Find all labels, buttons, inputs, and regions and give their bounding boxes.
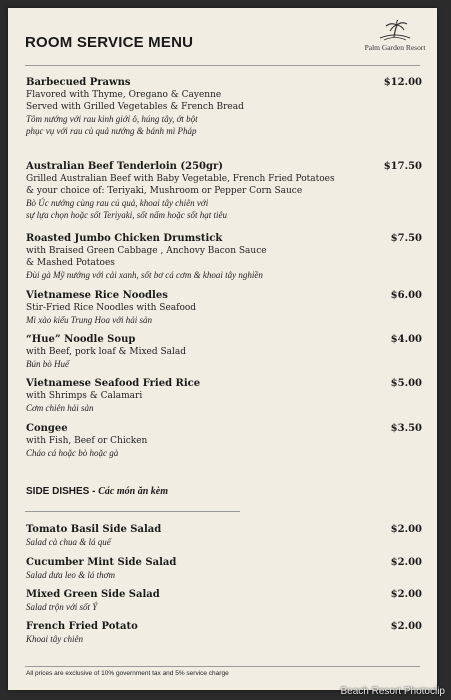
menu-item [26,377,428,414]
side-dishes-divider [25,511,240,512]
item-vietnamese: Mì xào kiểu Trung Hoa với hải sản [26,315,153,325]
item-vietnamese: Salad cà chua & lá quế [26,537,111,547]
item-name: Roasted Jumbo Chicken Drumstick [26,233,223,244]
item-price: $2.00 [390,621,422,632]
menu-item [26,76,428,137]
item-vietnamese: Đùi gà Mỹ nướng với cải xanh, sốt bơ cá cơm & khoai tây nghiền [26,270,263,280]
item-name: Tomato Basil Side Salad [26,524,162,535]
menu-card [8,8,437,690]
menu-item [26,289,428,326]
footer-divider [25,666,420,667]
item-vietnamese: Khoai tây chiên [26,634,83,644]
item-name: Congee [26,423,68,434]
item-vietnamese: Cháo cá hoặc bò hoặc gà [26,448,119,458]
item-description: Flavored with Thyme, Oregano & Cayenne [26,90,222,100]
price-footnote: All prices are exclusive of 10% government tax and 5% service charge [26,670,229,677]
item-price: $6.00 [390,290,422,301]
header-divider [25,65,420,66]
item-price: $3.50 [390,423,422,434]
item-vietnamese: Bò Úc nướng cùng rau củ quả, khoai tây chiên với [26,198,209,208]
item-vietnamese: Tôm nướng với rau kinh giới ô, húng tây, ớt bột [26,114,198,124]
side-dishes-heading-en: SIDE DISHES - [26,486,99,497]
item-description: & Mashed Potatoes [26,258,115,268]
side-dish-item [26,588,428,613]
item-description: Stir-Fried Rice Noodles with Seafood [26,303,197,313]
item-price: $17.50 [383,161,422,172]
side-dish-item [26,523,428,548]
side-dishes-heading-vn: Các món ăn kèm [98,486,168,497]
item-price: $2.00 [390,589,422,600]
side-dish-item [26,556,428,581]
item-description: & your choice of: Teriyaki, Mushroom or Pepper Corn Sauce [26,186,303,196]
item-vietnamese: Cơm chiên hải sản [26,403,94,413]
item-vietnamese: phục vụ với rau củ quả nướng & bánh mì Pháp [26,126,197,136]
item-description: Grilled Australian Beef with Baby Vegetable, French Fried Potatoes [26,174,335,184]
item-name: Vietnamese Seafood Fried Rice [26,378,201,389]
item-description: Served with Grilled Vegetables & French Bread [26,102,244,112]
item-name: Vietnamese Rice Noodles [26,290,168,301]
item-vietnamese: Salad dưa leo & lá thơm [26,570,115,580]
item-price: $2.00 [390,557,422,568]
item-name: Australian Beef Tenderloin (250gr) [26,161,223,172]
item-description: with Braised Green Cabbage , Anchovy Bacon Sauce [26,246,267,256]
photo-watermark: Beach Resort Photoclip [340,686,445,697]
item-name: French Fried Potato [26,621,138,632]
item-vietnamese: Salad trộn với sốt Ý [26,602,98,612]
palm-tree-icon [378,20,412,42]
item-price: $12.00 [383,77,422,88]
menu-item [26,333,428,370]
item-description: with Fish, Beef or Chicken [26,436,148,446]
menu-item [26,422,428,459]
item-name: Mixed Green Side Salad [26,589,160,600]
logo-text: Palm Garden Resort [364,43,426,52]
item-price: $7.50 [390,233,422,244]
item-description: with Beef, pork loaf & Mixed Salad [26,347,187,357]
item-name: Barbecued Prawns [26,77,131,88]
item-price: $2.00 [390,524,422,535]
resort-logo [360,20,430,52]
item-vietnamese: sự lựa chọn hoặc sốt Teriyaki, sốt nấm hoặc sốt hạt tiêu [26,210,227,220]
item-description: with Shrimps & Calamari [26,391,143,401]
item-vietnamese: Bún bò Huế [26,359,69,369]
side-dishes-heading [26,486,168,497]
side-dish-item [26,620,428,645]
menu-item [26,160,428,221]
item-name: “Hue” Noodle Soup [26,334,136,345]
item-price: $5.00 [390,378,422,389]
page-title: ROOM SERVICE MENU [25,34,194,51]
item-price: $4.00 [390,334,422,345]
menu-item [26,232,428,281]
item-name: Cucumber Mint Side Salad [26,557,177,568]
